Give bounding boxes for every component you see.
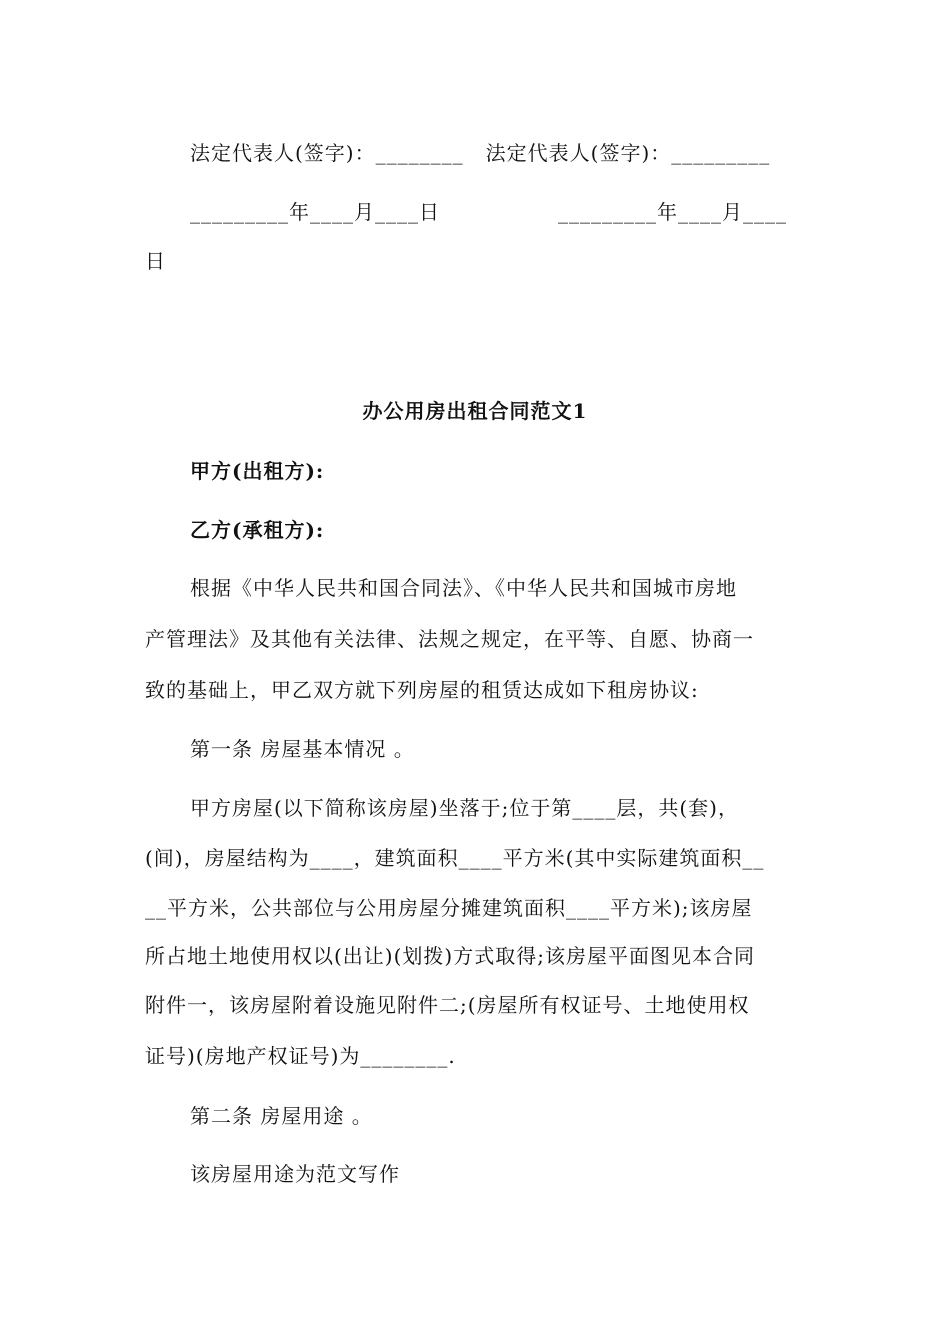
date-line-left: _________年____月____日: [190, 200, 440, 224]
article1-line-3: __平方米，公共部位与公用房屋分摊建筑面积____平方米);该房屋: [145, 896, 753, 920]
date-line-continued: 日: [145, 249, 166, 273]
article1-line-4: 所占地土地使用权以(出让)(划拨)方式取得;该房屋平面图见本合同: [145, 944, 755, 968]
article2-body: 该房屋用途为范文写作: [190, 1162, 400, 1186]
party-a-heading: 甲方(出租方):: [190, 459, 325, 483]
party-b-heading: 乙方(承租方):: [190, 518, 325, 542]
article1-line-1: 甲方房屋(以下简称该房屋)坐落于;位于第____层，共(套)，: [190, 796, 739, 820]
intro-line-2: 产管理法》及其他有关法律、法规之规定，在平等、自愿、协商一: [145, 627, 754, 651]
signature-line: 法定代表人(签字)：________ 法定代表人(签字)：_________: [190, 141, 771, 165]
intro-line-3: 致的基础上，甲乙双方就下列房屋的租赁达成如下租房协议:: [145, 678, 699, 702]
intro-line-1: 根据《中华人民共和国合同法》、《中华人民共和国城市房地: [190, 576, 737, 600]
article1-heading: 第一条 房屋基本情况 。: [190, 737, 415, 761]
article1-line-2: (间)，房屋结构为____，建筑面积____平方米(其中实际建筑面积__: [145, 846, 765, 870]
article2-heading: 第二条 房屋用途 。: [190, 1104, 373, 1128]
article1-line-5: 附件一，该房屋附着设施见附件二;(房屋所有权证号、土地使用权: [145, 993, 750, 1017]
contract-title: 办公用房出租合同范文1: [362, 399, 588, 423]
date-line-right: _________年____月____: [558, 200, 787, 224]
article1-line-6: 证号)(房地产权证号)为________.: [145, 1044, 456, 1068]
